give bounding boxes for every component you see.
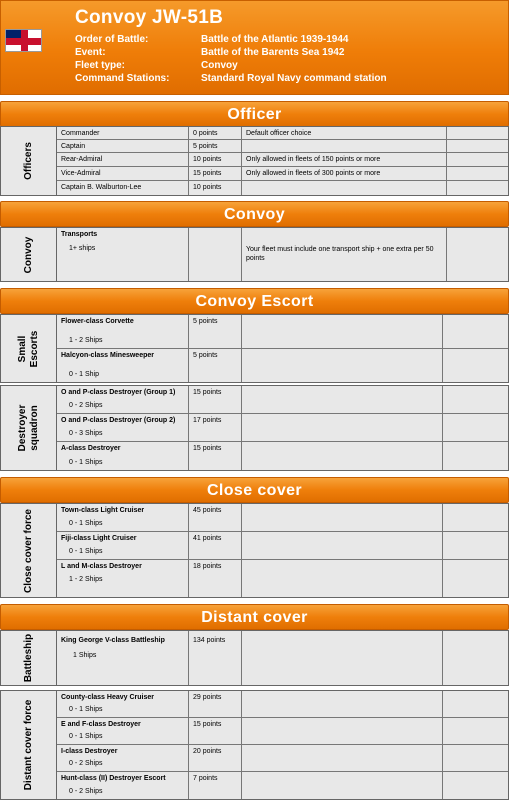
officer-points: 15 points	[189, 167, 242, 180]
unit-points: 45 points	[189, 504, 242, 531]
unit-points: 15 points	[189, 718, 242, 744]
officer-note: Default officer choice	[242, 127, 447, 139]
unit-points: 7 points	[189, 772, 242, 799]
unit-cell: Hunt-class (II) Destroyer Escort 0 - 2 Ships	[57, 772, 189, 799]
convoy-extra	[447, 228, 509, 281]
unit-cell: A-class Destroyer 0 - 1 Ships	[57, 442, 189, 470]
table-row	[57, 414, 508, 442]
unit-points: 15 points	[189, 442, 242, 470]
convoy-unit	[57, 228, 189, 281]
section-close-cover: Close cover	[0, 477, 509, 503]
convoy-group	[0, 227, 509, 282]
officer-points: 0 points	[189, 127, 242, 139]
convoy-points	[189, 228, 242, 281]
info-command-stations: Command Stations: Standard Royal Navy command station	[75, 73, 387, 84]
unit-points: 18 points	[189, 560, 242, 597]
unit-points: 134 points	[189, 631, 242, 685]
officer-name: Vice-Admiral	[57, 167, 189, 180]
officer-points: 10 points	[189, 181, 242, 195]
table-row	[57, 181, 508, 195]
column-divider	[442, 691, 443, 799]
distant-cover-force-group	[0, 690, 509, 800]
unit-cell: Flower-class Corvette 1 - 2 Ships	[57, 315, 189, 348]
table-row	[57, 167, 508, 181]
table-row	[57, 532, 508, 560]
battleship-group	[0, 630, 509, 686]
convoy-note: Your fleet must include one transport ship + one extra per 50 points	[242, 228, 447, 281]
small-escorts-group	[0, 314, 509, 383]
section-distant-cover: Distant cover	[0, 604, 509, 630]
table-row	[57, 772, 508, 799]
officer-name: Captain	[57, 140, 189, 152]
unit-cell: O and P-class Destroyer (Group 1) 0 - 2 Ships	[57, 386, 189, 413]
unit-points: 41 points	[189, 532, 242, 559]
table-row	[57, 153, 508, 167]
table-row	[57, 718, 508, 745]
unit-cell: Halcyon-class Minesweeper 0 - 1 Ship	[57, 349, 189, 382]
officers-group	[0, 126, 509, 196]
table-row	[57, 691, 508, 718]
category-destroyer-squadron: Destroyer squadron	[1, 386, 57, 470]
info-order-of-battle: Order of Battle: Battle of the Atlantic 1939-1944	[75, 34, 349, 45]
column-divider	[442, 504, 443, 597]
table-row	[57, 228, 508, 281]
white-ensign-flag-icon	[5, 29, 42, 52]
officer-extra	[447, 127, 509, 139]
info-event: Event: Battle of the Barents Sea 1942	[75, 47, 345, 58]
unit-points: 17 points	[189, 414, 242, 441]
column-divider	[442, 315, 443, 382]
officer-name: Commander	[57, 127, 189, 139]
page-title: Convoy JW-51B	[75, 7, 224, 28]
unit-cell: O and P-class Destroyer (Group 2) 0 - 3 Ships	[57, 414, 189, 441]
close-cover-group	[0, 503, 509, 598]
officer-extra	[447, 167, 509, 180]
table-row	[57, 386, 508, 414]
officer-note	[242, 181, 447, 195]
table-row	[57, 560, 508, 597]
info-fleet-type: Fleet type: Convoy	[75, 60, 238, 71]
officer-note: Only allowed in fleets of 300 points or more	[242, 167, 447, 180]
table-row	[57, 140, 508, 153]
category-officers: Officers	[1, 127, 57, 195]
unit-cell: King George V-class Battleship 1 Ships	[57, 631, 189, 685]
unit-count: 1+ ships	[69, 245, 96, 252]
unit-points: 15 points	[189, 386, 242, 413]
table-row	[57, 745, 508, 772]
fleet-header	[0, 0, 509, 95]
officer-name: Captain B. Walburton-Lee	[57, 181, 189, 195]
officer-name: Rear-Admiral	[57, 153, 189, 166]
unit-name: Transports	[61, 231, 98, 238]
section-convoy-escort: Convoy Escort	[0, 288, 509, 314]
category-small-escorts: Small Escorts	[1, 315, 57, 382]
category-battleship: Battleship	[1, 631, 57, 685]
table-row	[57, 504, 508, 532]
officer-points: 10 points	[189, 153, 242, 166]
table-row	[57, 315, 508, 349]
unit-points: 20 points	[189, 745, 242, 771]
table-row	[57, 631, 508, 685]
category-convoy: Convoy	[1, 228, 57, 281]
unit-cell: I-class Destroyer 0 - 2 Ships	[57, 745, 189, 771]
unit-cell: Fiji-class Light Cruiser 0 - 1 Ships	[57, 532, 189, 559]
section-officer: Officer	[0, 101, 509, 127]
unit-cell: County-class Heavy Cruiser 0 - 1 Ships	[57, 691, 189, 717]
column-divider	[442, 386, 443, 470]
officer-extra	[447, 153, 509, 166]
unit-cell: L and M-class Destroyer 1 - 2 Ships	[57, 560, 189, 597]
officer-note	[242, 140, 447, 152]
officer-extra	[447, 140, 509, 152]
unit-points: 29 points	[189, 691, 242, 717]
officer-extra	[447, 181, 509, 195]
section-convoy: Convoy	[0, 201, 509, 227]
officer-note: Only allowed in fleets of 150 points or more	[242, 153, 447, 166]
table-row	[57, 442, 508, 470]
unit-cell: Town-class Light Cruiser 0 - 1 Ships	[57, 504, 189, 531]
column-divider	[442, 631, 443, 685]
unit-points: 5 points	[189, 315, 242, 348]
officer-points: 5 points	[189, 140, 242, 152]
table-row	[57, 349, 508, 382]
unit-cell: E and F-class Destroyer 0 - 1 Ships	[57, 718, 189, 744]
unit-points: 5 points	[189, 349, 242, 382]
category-close-cover-force: Close cover force	[1, 504, 57, 597]
table-row	[57, 127, 508, 140]
category-distant-cover-force: Distant cover force	[1, 691, 57, 799]
destroyer-squadron-group	[0, 385, 509, 471]
